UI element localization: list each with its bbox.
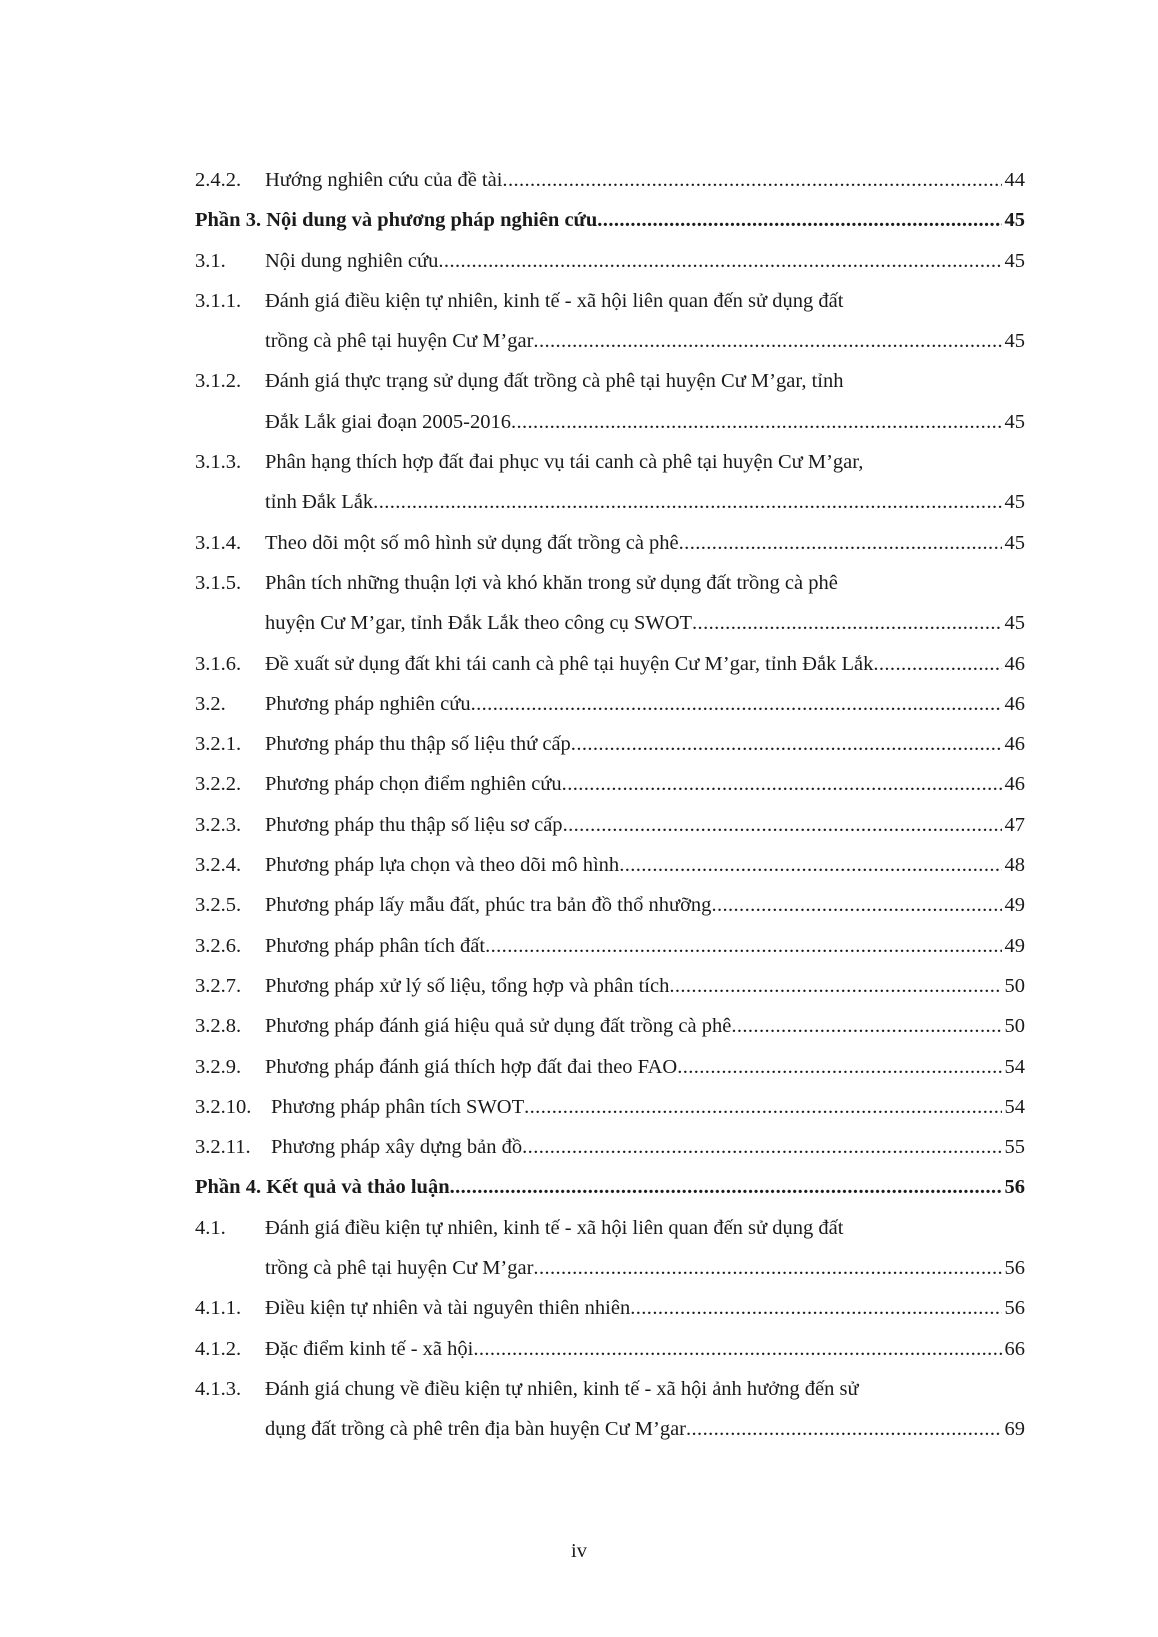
toc-entry[interactable]	[195, 966, 1025, 1006]
toc-page-number: 45	[1004, 612, 1025, 635]
toc-title: Phương pháp thu thập số liệu sơ cấp	[265, 813, 563, 836]
toc-entry[interactable]	[195, 684, 1025, 724]
toc-page-number: 45	[1004, 330, 1025, 353]
table-of-contents	[195, 160, 1025, 1450]
toc-number: 3.2.10.	[195, 1095, 252, 1118]
toc-title: Đặc điểm kinh tế - xã hội	[265, 1337, 474, 1360]
toc-page-number: 47	[1004, 813, 1025, 836]
dot-leader	[677, 1047, 1001, 1087]
toc-title: Phương pháp nghiên cứu	[265, 692, 471, 715]
toc-number: 3.1.5.	[195, 571, 242, 594]
toc-title: Phương pháp đánh giá hiệu quả sử dụng đất trồng cà phê	[265, 1015, 732, 1038]
toc-number: 2.4.2.	[195, 169, 242, 191]
toc-title-line2: trồng cà phê tại huyện Cư M’gar	[265, 330, 534, 353]
toc-entry[interactable]	[195, 926, 1025, 966]
dot-leader	[669, 966, 1001, 1006]
toc-title-line2: tỉnh Đắk Lắk	[265, 491, 374, 514]
toc-number: 3.1.2.	[195, 370, 242, 393]
toc-page-number: 49	[1004, 934, 1025, 957]
dot-leader	[502, 160, 1001, 200]
toc-page-number: 46	[1004, 652, 1025, 675]
toc-number: 3.2.11.	[195, 1136, 251, 1159]
toc-title: Đề xuất sử dụng đất khi tái canh cà phê tại huyện Cư M’gar, tỉnh Đắk Lắk	[265, 652, 874, 675]
toc-title: Hướng nghiên cứu của đề tài	[265, 169, 503, 191]
toc-title-line1: Đánh giá điều kiện tự nhiên, kinh tế - xã hội liên quan đến sử dụng đất	[265, 289, 844, 312]
toc-page-number: 46	[1004, 692, 1025, 715]
page-number-footer: iv	[571, 1540, 587, 1562]
dot-leader	[485, 926, 1001, 966]
toc-page-number: 45	[1004, 249, 1025, 272]
dot-leader	[562, 764, 1002, 804]
toc-page-number: 50	[1004, 974, 1025, 997]
dot-leader	[373, 482, 1001, 522]
dot-leader	[524, 1087, 1001, 1127]
toc-entry[interactable]	[195, 442, 1025, 523]
toc-number: 4.1.1.	[195, 1297, 242, 1320]
toc-title-line1: Đánh giá chung về điều kiện tự nhiên, kinh tế - xã hội ảnh hưởng đến sử	[265, 1377, 859, 1400]
toc-number: 3.2.7.	[195, 974, 242, 997]
toc-number: 3.1.4.	[195, 531, 242, 554]
toc-entry[interactable]	[195, 764, 1025, 804]
toc-title: Phần 3. Nội dung và phương pháp nghiên cứu	[195, 209, 598, 232]
dot-leader	[533, 321, 1001, 361]
toc-entry[interactable]	[195, 885, 1025, 925]
toc-page-number: 46	[1004, 773, 1025, 796]
toc-title: Theo dõi một số mô hình sử dụng đất trồng cà phê	[265, 531, 679, 554]
toc-entry[interactable]	[195, 1369, 1025, 1450]
toc-page-number: 44	[1004, 169, 1025, 191]
toc-title: Phương pháp đánh giá thích hợp đất đai theo FAO	[265, 1055, 678, 1078]
toc-title: Phương pháp xây dựng bản đồ	[271, 1136, 523, 1159]
toc-number: 3.2.4.	[195, 854, 242, 877]
toc-number: 3.2.5.	[195, 894, 242, 917]
toc-entry[interactable]	[195, 523, 1025, 563]
toc-number: 4.1.2.	[195, 1337, 242, 1360]
toc-title-line1: Đánh giá thực trạng sử dụng đất trồng cà phê tại huyện Cư M’gar, tỉnh	[265, 370, 844, 393]
toc-title-line1: Phân hạng thích hợp đất đai phục vụ tái canh cà phê tại huyện Cư M’gar,	[265, 451, 864, 474]
toc-title-line1: Phân tích những thuận lợi và khó khăn trong sử dụng đất trồng cà phê	[265, 571, 838, 594]
toc-page-number: 50	[1004, 1015, 1025, 1038]
toc-entry[interactable]	[195, 241, 1025, 281]
toc-title-line1: Đánh giá điều kiện tự nhiên, kinh tế - xã hội liên quan đến sử dụng đất	[265, 1216, 844, 1239]
toc-entry[interactable]	[195, 361, 1025, 442]
toc-title: Phương pháp chọn điểm nghiên cứu	[265, 773, 562, 796]
toc-page-number: 45	[1004, 209, 1025, 232]
toc-number: 4.1.3.	[195, 1377, 242, 1400]
toc-entry[interactable]	[195, 1127, 1025, 1167]
dot-leader	[619, 845, 1001, 885]
toc-page-number: 69	[1004, 1418, 1025, 1441]
toc-page-number: 54	[1004, 1095, 1025, 1118]
toc-entry[interactable]	[195, 644, 1025, 684]
toc-title-line2: Đắk Lắk giai đoạn 2005-2016	[265, 410, 511, 433]
toc-title: Phần 4. Kết quả và thảo luận	[195, 1176, 450, 1199]
toc-page-number: 45	[1004, 491, 1025, 514]
toc-entry[interactable]	[195, 845, 1025, 885]
toc-page-number: 66	[1004, 1337, 1025, 1360]
toc-page-number: 55	[1004, 1136, 1025, 1159]
toc-entry[interactable]	[195, 281, 1025, 362]
toc-number: 3.2.1.	[195, 733, 242, 756]
toc-title-line2: huyện Cư M’gar, tỉnh Đắk Lắk theo công cụ SWOT	[265, 612, 693, 635]
toc-entry[interactable]	[195, 724, 1025, 764]
toc-number: 4.1.	[195, 1216, 226, 1239]
dot-leader	[473, 1329, 1001, 1369]
dot-leader	[597, 200, 1001, 240]
toc-entry[interactable]	[195, 1087, 1025, 1127]
toc-part-heading[interactable]	[195, 1167, 1025, 1207]
toc-number: 3.1.3.	[195, 451, 242, 474]
toc-title: Phương pháp xử lý số liệu, tổng hợp và phân tích	[265, 974, 670, 997]
toc-page-number: 48	[1004, 854, 1025, 877]
dot-leader	[522, 1127, 1001, 1167]
toc-entry[interactable]	[195, 805, 1025, 845]
toc-number: 3.2.	[195, 692, 226, 715]
toc-part-heading[interactable]	[195, 200, 1025, 240]
toc-title: Nội dung nghiên cứu	[265, 249, 439, 272]
toc-page-number: 56	[1004, 1297, 1025, 1320]
dot-leader	[630, 1288, 1001, 1328]
toc-title: Phương pháp lấy mẫu đất, phúc tra bản đồ thổ nhưỡng	[265, 894, 712, 917]
dot-leader	[438, 241, 1001, 281]
toc-entry[interactable]	[195, 1288, 1025, 1328]
toc-number: 3.2.8.	[195, 1015, 242, 1038]
toc-number: 3.2.2.	[195, 773, 242, 796]
toc-number: 3.1.6.	[195, 652, 242, 675]
toc-title: Phương pháp phân tích SWOT	[271, 1095, 525, 1118]
toc-page-number: 56	[1004, 1176, 1025, 1199]
dot-leader	[471, 684, 1002, 724]
dot-leader	[533, 1248, 1001, 1288]
toc-title-line2: trồng cà phê tại huyện Cư M’gar	[265, 1257, 534, 1280]
toc-page-number: 54	[1004, 1055, 1025, 1078]
toc-number: 3.1.	[195, 249, 226, 272]
toc-page-number: 45	[1004, 531, 1025, 554]
dot-leader	[679, 523, 1002, 563]
toc-entry[interactable]	[195, 1329, 1025, 1369]
toc-title: Phương pháp phân tích đất	[265, 934, 486, 957]
dot-leader	[563, 805, 1002, 845]
dot-leader	[873, 644, 1001, 684]
toc-title-line2: dụng đất trồng cà phê trên địa bàn huyện Cư M’gar	[265, 1418, 686, 1441]
toc-entry[interactable]	[195, 1047, 1025, 1087]
dot-leader	[511, 402, 1002, 442]
toc-entry[interactable]	[195, 1208, 1025, 1289]
dot-leader	[450, 1167, 1002, 1207]
toc-title: Điều kiện tự nhiên và tài nguyên thiên nhiên	[265, 1297, 631, 1320]
toc-number: 3.2.3.	[195, 813, 242, 836]
toc-entry[interactable]	[195, 1006, 1025, 1046]
toc-title: Phương pháp thu thập số liệu thứ cấp	[265, 733, 571, 756]
toc-title: Phương pháp lựa chọn và theo dõi mô hình	[265, 854, 620, 877]
toc-number: 3.1.1.	[195, 289, 242, 312]
dot-leader	[711, 885, 1001, 925]
toc-entry[interactable]	[195, 160, 1025, 200]
dot-leader	[571, 724, 1002, 764]
toc-number: 3.2.6.	[195, 934, 242, 957]
toc-number: 3.2.9.	[195, 1055, 242, 1078]
toc-page-number: 46	[1004, 733, 1025, 756]
toc-page-number: 56	[1004, 1257, 1025, 1280]
dot-leader	[731, 1006, 1001, 1046]
toc-page-number: 45	[1004, 410, 1025, 433]
toc-entry[interactable]	[195, 563, 1025, 644]
dot-leader	[692, 603, 1001, 643]
dot-leader	[686, 1409, 1002, 1449]
toc-page-number: 49	[1004, 894, 1025, 917]
